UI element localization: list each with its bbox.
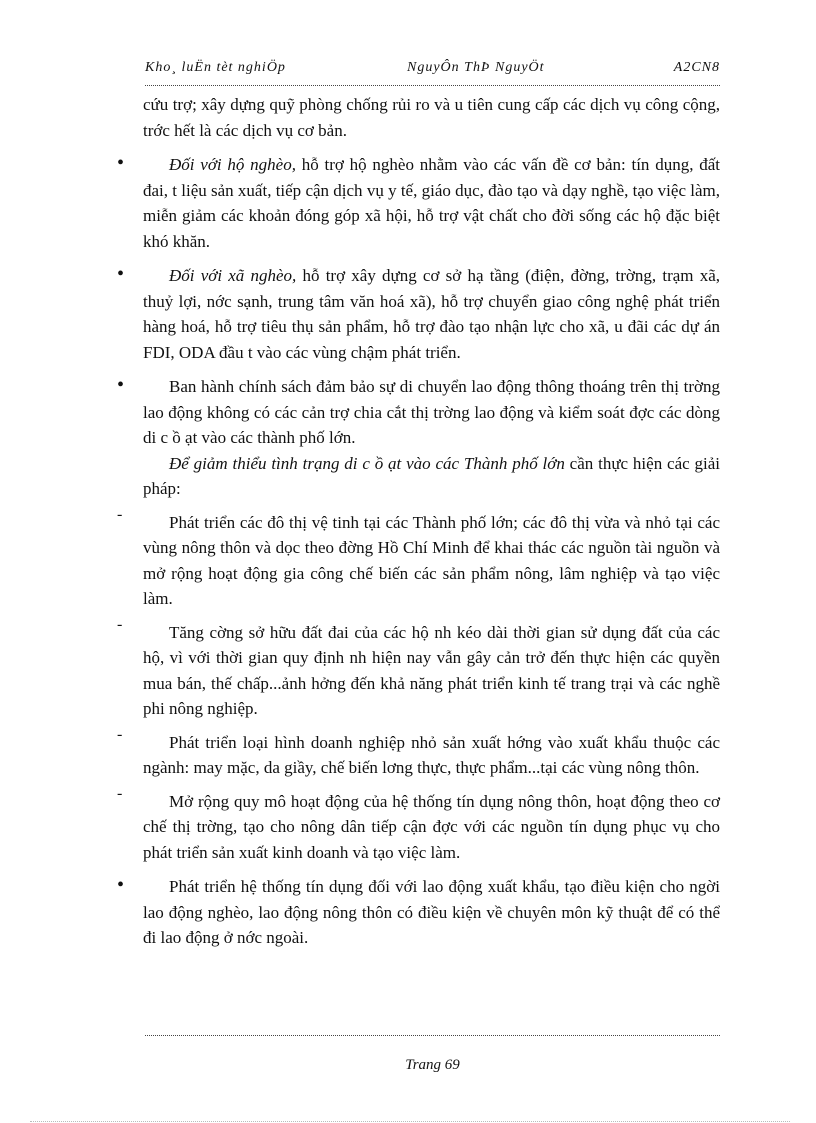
dash-item-small-enterprises — [117, 725, 720, 781]
dash-text: Tăng cờng sở hữu đất đai của các hộ nh kéo dài thời gian sử dụng đất của các hộ, vì với thời gian quy định nh hiện nay vẫn gây cản trở đến thực hiện các quyền mua bán, thế chấp...ảnh hởng đến khả năng phát triển kinh tế trang trại và các nghề phi nông nghiệp. — [143, 622, 720, 718]
dash-text: Phát triển loại hình doanh nghiệp nhỏ sản xuất hớng vào xuất khẩu thuộc các ngành: may mặc, da giầy, chế biến lơng thực, thực phẩm...tại các vùng nông thôn. — [143, 732, 720, 777]
dash-text: Phát triển các đô thị vệ tinh tại các Thành phố lớn; các đô thị vừa và nhỏ tại các vùng nông thôn và dọc theo đờng Hồ Chí Minh để khai thác các nguồn tài nguồn và mở rộng hoạt động gia công chế biến các sản phẩm nông, lâm nghiệp và tạo việc làm. — [143, 512, 720, 608]
dash-item-satellite-cities — [117, 505, 720, 612]
page-bottom-border — [30, 1121, 790, 1122]
solutions-intro-lead: Để giảm thiểu tình trạng di c ồ ạt vào các Thành phố lớn — [169, 453, 565, 473]
header-divider — [145, 85, 720, 88]
header-class: A2CN8 — [673, 60, 720, 75]
bullet-item-labor-policy — [117, 374, 720, 502]
continuation-text: cứu trợ; xây dựng quỹ phòng chống rủi ro và u tiên cung cấp các dịch vụ công cộng, trớc hết là các dịch vụ cơ bản. — [143, 95, 720, 140]
dash-item-rural-credit — [117, 784, 720, 866]
bullet-lead: Đối với hộ nghèo, — [169, 155, 296, 174]
bullet-icon: • — [117, 263, 125, 285]
bullet-icon: • — [117, 874, 125, 896]
bullet-item-poor-households — [117, 152, 720, 254]
page-number: Trang 69 — [405, 1057, 460, 1073]
bullet-text: Ban hành chính sách đảm bảo sự di chuyển lao động thông thoáng trên thị trờng lao động không có các cản trợ chia cắt thị trờng lao động và kiểm soát đợc các dòng di c ồ ạt vào các thành phố lớn. — [143, 377, 720, 447]
dash-text: Mở rộng quy mô hoạt động của hệ thống tín dụng nông thôn, hoạt động theo cơ chế thị trờng, tạo cho nông dân tiếp cận đợc với các nguồn tín dụng phục vụ cho phát triển sản xuất kinh doanh và tạo việc làm. — [143, 791, 720, 862]
bullet-text: hỗ trợ hộ nghèo nhằm vào các vấn đề cơ bản: tín dụng, đất đai, t liệu sản xuất, tiếp cận dịch vụ y tế, giáo dục, đào tạo và dạy nghề, tạo việc làm, miễn giảm các khoản đóng góp xã hội, hỗ trợ vật chất cho đời sống các hộ đặc biệt khó khăn. — [143, 155, 720, 251]
bullet-icon: • — [117, 152, 125, 174]
bullet-lead: Đối với xã nghèo, — [169, 266, 297, 285]
bullet-text: hỗ trợ xây dựng cơ sở hạ tầng (điện, đờng, trờng, trạm xã, thuỷ lợi, nớc sạnh, trung tâm văn hoá xã), hỗ trợ chuyển giao công nghệ phát triển hàng hoá, hỗ trợ tiêu thụ sản phẩm, hỗ trợ đào tạo nhận lực cho xã, u đãi các dự án FDI, ODA đầu t vào các vùng chậm phát triển. — [143, 266, 720, 362]
page-header — [145, 60, 720, 80]
dash-icon: - — [117, 784, 123, 802]
header-author: NguyÔn ThÞ NguyÖt — [407, 60, 545, 75]
bullet-item-poor-communes — [117, 263, 720, 365]
bullet-item-export-labor-credit — [117, 874, 720, 951]
continuation-paragraph — [143, 92, 720, 143]
solutions-intro-text: cần thực hiện các giải pháp: — [143, 453, 720, 498]
dash-icon: - — [117, 505, 123, 523]
dash-item-land-ownership — [117, 615, 720, 722]
solutions-intro — [143, 451, 720, 502]
header-thesis-title: Kho¸ luËn tèt nghiÖp — [145, 60, 286, 75]
page-body — [117, 92, 720, 951]
footer-divider — [145, 1035, 720, 1038]
bullet-icon: • — [117, 374, 125, 396]
bullet-text: Phát triển hệ thống tín dụng đối với lao động xuất khẩu, tạo điều kiện cho ngời lao động nghèo, lao động nông thôn có điều kiện về chuyên môn kỹ thuật để có thể đi lao động ở nớc ngoài. — [143, 877, 720, 947]
dash-icon: - — [117, 725, 123, 743]
dash-icon: - — [117, 615, 123, 633]
